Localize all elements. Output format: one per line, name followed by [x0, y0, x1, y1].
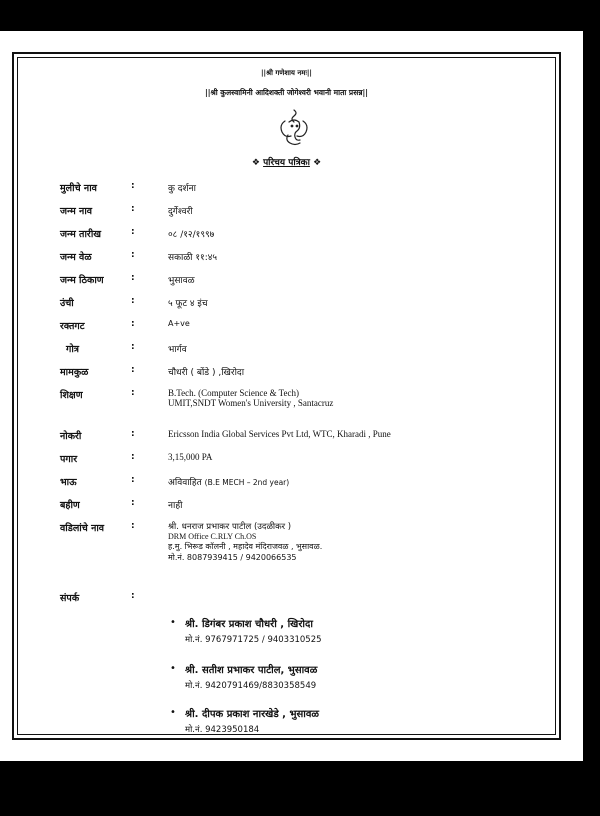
field-colon: : — [131, 181, 135, 191]
field-value: भार्गव — [168, 345, 187, 355]
field-value: सकाळी ११:४५ — [168, 253, 218, 263]
field-label: जन्म नाव — [60, 206, 93, 217]
field-value: A+ve — [168, 319, 190, 328]
father-name: श्री. धनराज प्रभाकर पाटील (उदळीकर ) — [168, 522, 292, 532]
field-value — [168, 475, 289, 488]
document-title — [18, 155, 555, 168]
biodata-sheet — [0, 31, 583, 761]
field-colon: : — [131, 521, 135, 531]
contact-name: श्री. डिगंबर प्रकाश चौधरी , खिरोदा — [185, 619, 313, 630]
field-label: नोकरी — [60, 431, 82, 442]
father-office: DRM Office C.RLY Ch.OS — [168, 532, 257, 541]
field-colon: : — [131, 388, 135, 398]
field-label: वडिलांचे नाव — [60, 523, 105, 534]
brother-education: (B.E MECH – 2nd year) — [204, 478, 290, 487]
field-value: ५ फूट ४ इंच — [168, 299, 208, 309]
field-colon: : — [131, 250, 135, 260]
field-value: चौधरी ( बोंडे ) ,खिरोदा — [168, 368, 245, 378]
field-colon: : — [131, 273, 135, 283]
field-colon: : — [131, 365, 135, 375]
field-label: शिक्षण — [60, 390, 83, 401]
field-label: भाऊ — [60, 477, 77, 488]
bullet-icon: • — [170, 707, 176, 718]
field-label: जन्म वेळ — [60, 252, 92, 263]
contact-name: श्री. सतीश प्रभाकर पाटील, भुसावळ — [185, 665, 318, 676]
contact-phone: मो.नं. 9420791469/8830358549 — [185, 681, 317, 691]
page-border-inner — [17, 57, 556, 735]
field-label: उंची — [60, 298, 74, 309]
father-address: ह.मु. भिरूड कॉलनी , महादेव मंदिराजवळ , भुसावळ. — [168, 542, 323, 551]
field-label: मामकुळ — [60, 367, 89, 378]
field-colon: : — [131, 204, 135, 214]
field-value — [168, 521, 322, 563]
field-label: पगार — [60, 454, 78, 465]
contact-label: संपर्क — [60, 593, 80, 604]
field-label: मुलीचे नाव — [60, 183, 97, 194]
education-university: UMIT,SNDT Women's University , Santacruz — [168, 398, 334, 408]
contact-phone: मो.नं. 9423950184 — [185, 725, 260, 735]
field-value — [168, 388, 333, 408]
field-label: गोत्र — [66, 344, 80, 355]
title-ornament-left: ❖ — [251, 158, 260, 168]
field-colon: : — [131, 475, 135, 485]
field-value: भुसावळ — [168, 276, 195, 286]
title-text: परिचय पत्रिका — [263, 158, 310, 168]
field-colon: : — [131, 498, 135, 508]
contact-phone: मो.नं. 9767971725 / 9403310525 — [185, 635, 322, 645]
field-colon: : — [131, 319, 135, 329]
field-value: ०८ /१२/१९९७ — [168, 230, 215, 240]
field-label: रक्तगट — [60, 321, 85, 332]
invocation-line-1: ||श्री गणेशाय नमः|| — [261, 69, 312, 77]
field-colon: : — [131, 452, 135, 462]
field-value: कु दर्शना — [168, 184, 196, 194]
field-label: जन्म तारीख — [60, 229, 102, 240]
bullet-icon: • — [170, 617, 176, 628]
field-colon: : — [131, 342, 135, 352]
brother-status: अविवाहित — [168, 478, 202, 488]
field-label: बहीण — [60, 500, 80, 511]
field-colon: : — [131, 591, 135, 601]
contact-name: श्री. दीपक प्रकाश नारखेडे , भुसावळ — [185, 709, 319, 720]
invocation-line-2: ||श्री कुलस्वामिनी आदिशक्ती जोगेश्वरी भवानी माता प्रसन्न|| — [204, 88, 369, 97]
field-value: 3,15,000 PA — [168, 452, 213, 462]
bullet-icon: • — [170, 663, 176, 674]
ganesha-icon — [276, 107, 312, 147]
field-colon: : — [131, 429, 135, 439]
field-value: Ericsson India Global Services Pvt Ltd, WTC, Kharadi , Pune — [168, 429, 391, 439]
education-degree: B.Tech. (Computer Science & Tech) — [168, 388, 300, 398]
field-label: जन्म ठिकाण — [60, 275, 104, 286]
field-value: दुर्गेश्वरी — [168, 207, 193, 217]
page-border — [12, 52, 561, 740]
field-colon: : — [131, 227, 135, 237]
field-value: नाही — [168, 501, 183, 511]
father-phone: मो.नं. 8087939415 / 9420066535 — [168, 553, 297, 562]
field-colon: : — [131, 296, 135, 306]
title-ornament-right: ❖ — [313, 158, 322, 168]
